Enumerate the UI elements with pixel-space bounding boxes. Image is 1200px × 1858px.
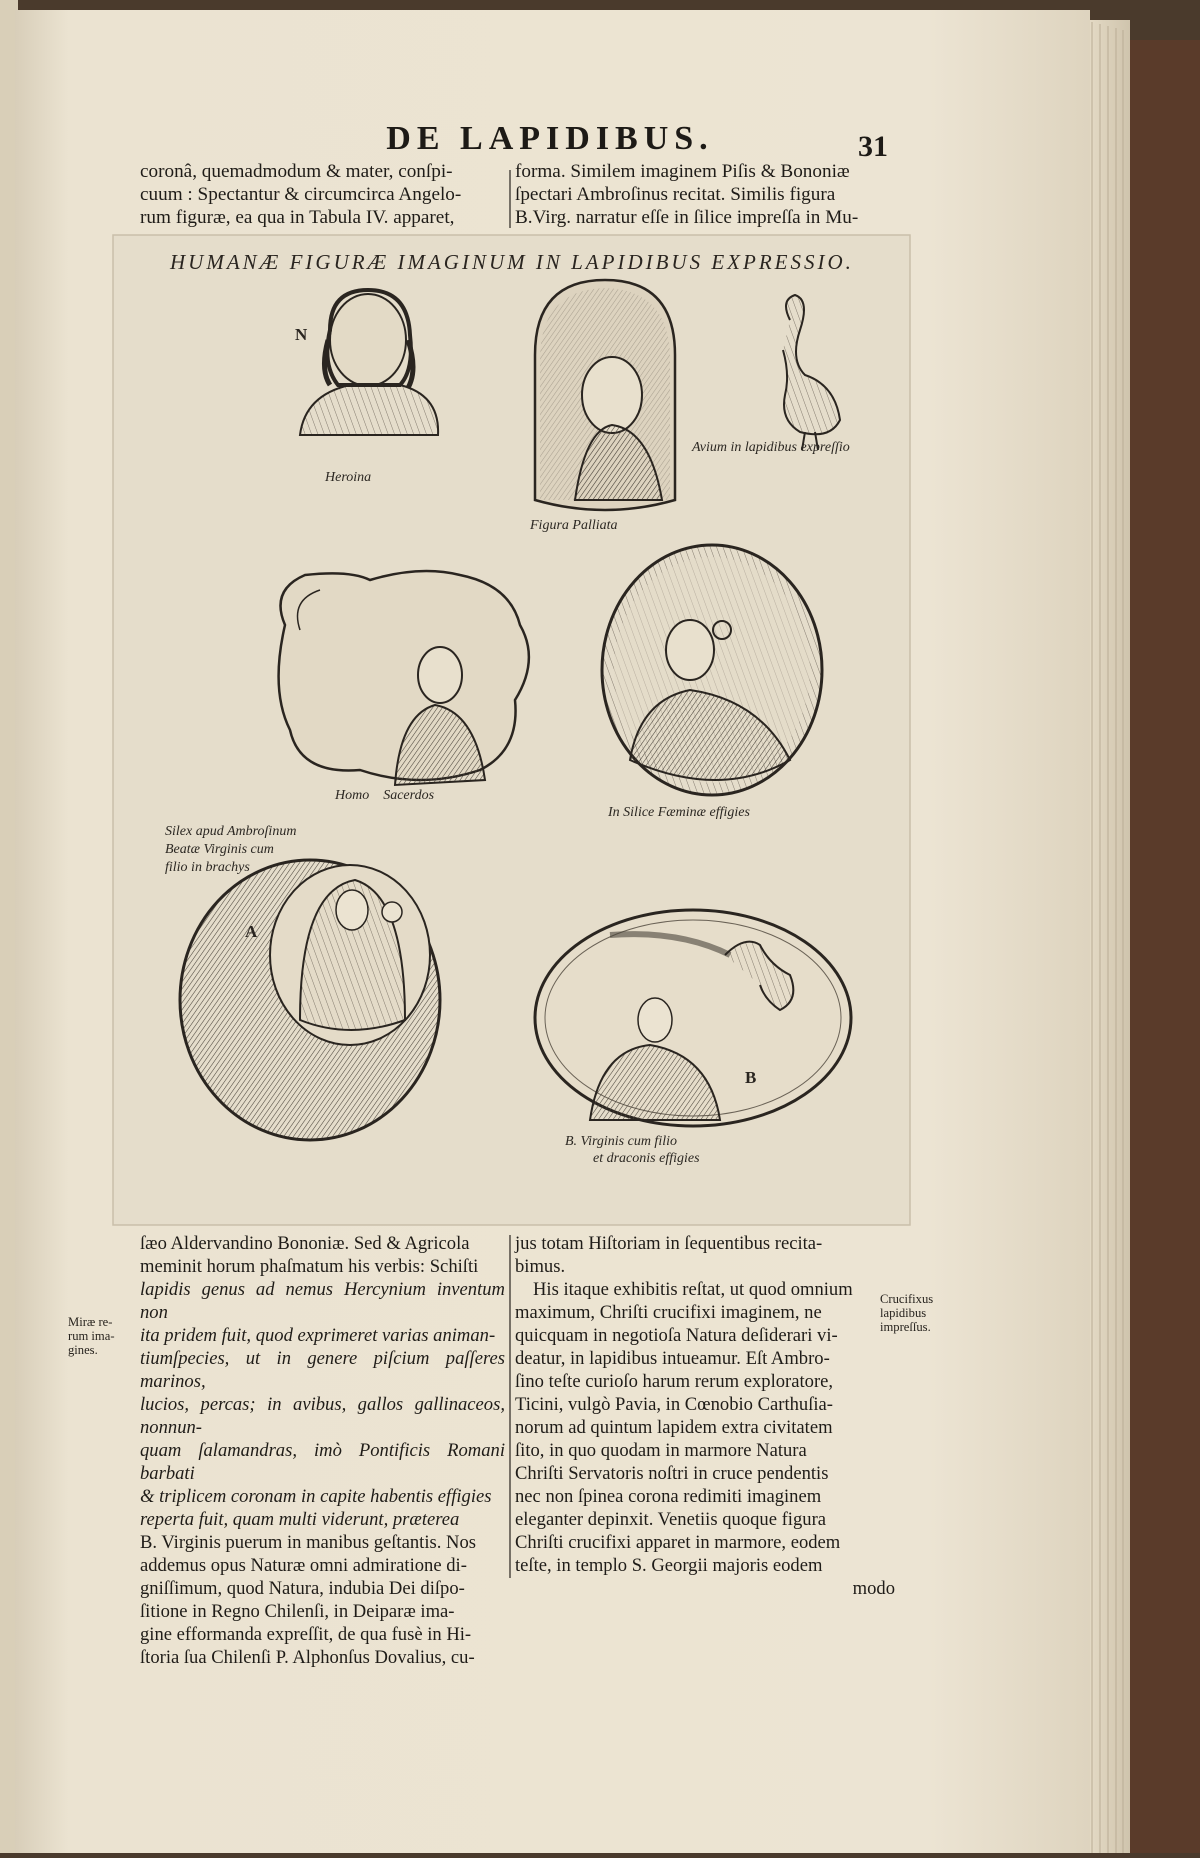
caption-heroina: Heroina xyxy=(325,470,372,485)
silex-a-engraving xyxy=(180,860,440,1140)
text-line: & triplicem coronam in capite habentis effigies xyxy=(140,1486,492,1507)
text-line: maximum, Chriſti crucifixi imaginem, ne xyxy=(515,1302,822,1323)
plate-letter-b: B xyxy=(745,1068,757,1087)
virginis-b-engraving xyxy=(535,910,851,1126)
text-line: forma. Similem imaginem Piſis & Bononiæ xyxy=(515,161,850,182)
page-number: 31 xyxy=(858,130,888,163)
caption-line: Beatæ Virginis cum xyxy=(165,842,274,857)
caption-figura-palliata: Figura Palliata xyxy=(530,518,618,533)
text-line: eleganter depinxit. Venetiis quoque figura xyxy=(515,1509,827,1530)
text-line: ſpectari Ambroſinus recitat. Similis figura xyxy=(515,184,836,205)
caption-foemina: In Silice Fæminæ effigies xyxy=(608,805,750,820)
margin-line: lapidibus xyxy=(880,1306,927,1320)
text-line: reperta fuit, quam multi viderunt, præterea xyxy=(140,1509,460,1530)
margin-note-right xyxy=(880,1292,933,1334)
caption-virginis xyxy=(565,1133,700,1167)
foemina-engraving xyxy=(602,545,822,795)
caption-line: et draconis effigies xyxy=(593,1151,700,1166)
text-line: lapidis genus ad nemus Hercynium inventum non xyxy=(140,1279,505,1323)
text-line: rum figuræ, ea qua in Tabula IV. apparet, xyxy=(140,207,455,228)
margin-line: impreſſus. xyxy=(880,1320,931,1334)
text-line: bimus. xyxy=(515,1256,566,1277)
caption-line: filio in brachys xyxy=(165,860,250,875)
margin-line: gines. xyxy=(68,1343,98,1357)
text-line: ſæo Aldervandino Bononiæ. Sed & Agricola xyxy=(140,1233,470,1254)
text-line: meminit horum phaſmatum his verbis: Schiſti xyxy=(140,1256,479,1277)
caption-line: Silex apud Ambroſinum xyxy=(165,824,297,839)
margin-note-left xyxy=(68,1315,115,1357)
caption-silex xyxy=(165,823,296,877)
caption-line: B. Virginis cum filio xyxy=(565,1134,677,1149)
figura-palliata-engraving xyxy=(535,280,675,510)
text-line: Ticini, vulgò Pavia, in Cœnobio Carthuſia- xyxy=(515,1394,833,1415)
homo-sacerdos-engraving xyxy=(279,571,529,785)
text-line: ſito, in quo quodam in marmore Natura xyxy=(515,1440,807,1461)
plate-letter-a: A xyxy=(245,922,258,941)
margin-line: Miræ re- xyxy=(68,1315,113,1329)
text-line: deatur, in lapidibus intueamur. Eſt Ambro- xyxy=(515,1348,830,1369)
text-line: addemus opus Naturæ omni admiratione di- xyxy=(140,1555,467,1576)
top-left-column xyxy=(140,160,505,229)
text-line: B. Virginis puerum in manibus geſtantis. Nos xyxy=(140,1532,476,1553)
margin-line: rum ima- xyxy=(68,1329,115,1343)
plate-letter-n: N xyxy=(295,325,308,344)
text-line: gniſſimum, quod Natura, indubia Dei diſpo- xyxy=(140,1578,465,1599)
bottom-right-column xyxy=(515,1232,895,1600)
text-line: ita pridem fuit, quod exprimeret varias animan- xyxy=(140,1325,496,1346)
running-title: DE LAPIDIBUS. xyxy=(386,120,714,157)
text-line: coronâ, quemadmodum & mater, conſpi- xyxy=(140,161,453,182)
text-line: cuum : Spectantur & circumcirca Angelo- xyxy=(140,184,462,205)
text-line: teſte, in templo S. Georgii majoris eodem xyxy=(515,1555,823,1576)
caption-homo-sacerdos: Homo Sacerdos xyxy=(335,788,435,803)
text-line: modo xyxy=(852,1578,895,1599)
text-line: jus totam Hiſtoriam in ſequentibus recita- xyxy=(515,1233,823,1254)
bottom-left-column xyxy=(140,1232,505,1669)
text-line: His itaque exhibitis reſtat, ut quod omnium xyxy=(533,1279,853,1300)
text-line: B.Virg. narratur eſſe in ſilice impreſſa in Mu- xyxy=(515,207,859,228)
text-line: ſtoria ſua Chilenſi P. Alphonſus Dovalius, cu- xyxy=(140,1647,475,1668)
text-line: tiumſpecies, ut in genere piſcium paſſeres marinos, xyxy=(140,1348,505,1392)
plate-title: HUMANÆ FIGURÆ IMAGINUM IN LAPIDIBUS EXPRESSIO. xyxy=(170,250,854,274)
text-line: ſitione in Regno Chilenſi, in Deiparæ ima- xyxy=(140,1601,455,1622)
margin-line: Crucifixus xyxy=(880,1292,934,1306)
caption-avium: Avium in lapidibus expreſſio xyxy=(692,440,850,455)
text-line: gine efformanda expreſſit, de qua fusè in Hi- xyxy=(140,1624,472,1645)
text-line: Chriſti crucifixi apparet in marmore, eodem xyxy=(515,1532,841,1553)
text-line: nec non ſpinea corona redimiti imaginem xyxy=(515,1486,822,1507)
text-line: norum ad quintum lapidem extra civitatem xyxy=(515,1417,833,1438)
text-line: quam ſalamandras, imò Pontificis Romani barbati xyxy=(140,1440,505,1484)
text-line: Chriſti Servatoris noſtri in cruce pendentis xyxy=(515,1463,829,1484)
text-line: lucios, percas; in avibus, gallos gallinaceos, nonnun- xyxy=(140,1394,505,1438)
text-line: ſino teſte curioſo harum rerum exploratore, xyxy=(515,1371,834,1392)
text-line: quicquam in negotioſa Natura deſiderari vi- xyxy=(515,1325,838,1346)
top-right-column xyxy=(515,160,900,229)
